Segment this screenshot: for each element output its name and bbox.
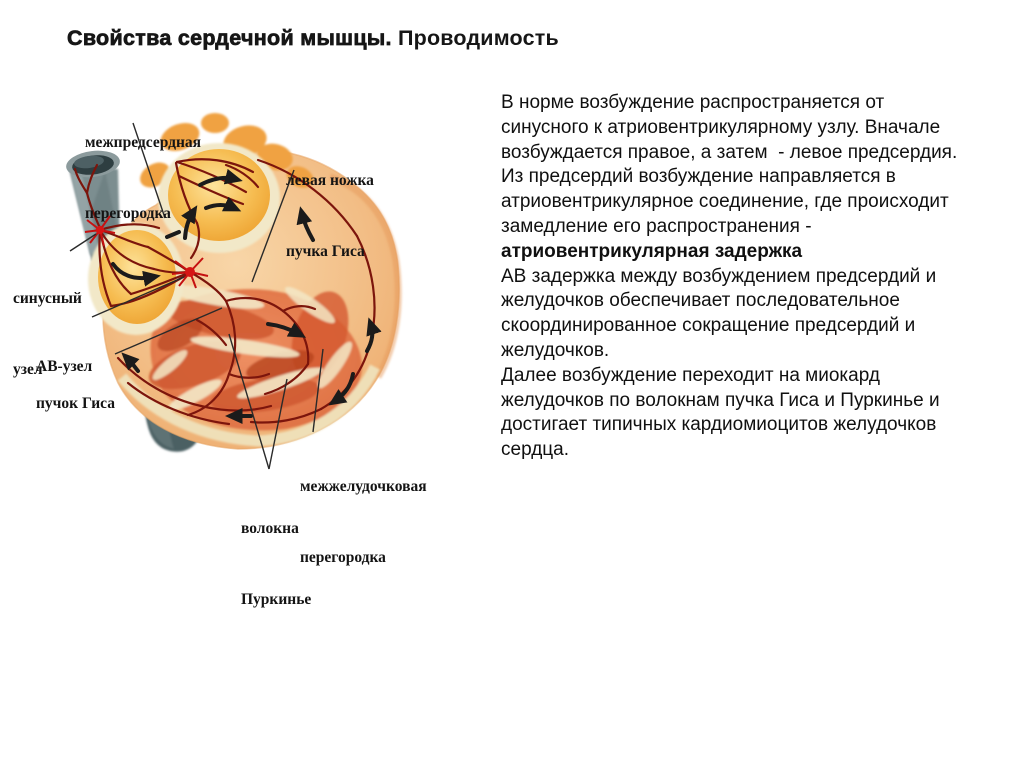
slide-title-part2: Проводимость — [391, 26, 559, 50]
label-line: межпредсердная — [85, 134, 202, 151]
label-line: волокна — [241, 520, 299, 537]
paragraph-line: возбуждается правое, а затем - левое предсердия. — [501, 141, 958, 163]
paragraph-line: АВ задержка между возбуждением предсердий и — [501, 265, 937, 287]
label-his-bundle — [36, 345, 115, 463]
paragraph-line: скоординированное сокращение предсердий и — [501, 315, 916, 337]
paragraph-line: сердца. — [501, 439, 570, 461]
label-line: перегородка — [85, 204, 171, 222]
label-line: синусный — [13, 290, 82, 307]
label-line: перегородка — [300, 548, 386, 566]
label-line: АВ-узел — [36, 358, 93, 375]
paragraph-line: В норме возбуждение распространяется от — [501, 92, 885, 113]
paragraph-line: атриовентрикулярное соединение, где происходит — [501, 191, 949, 213]
paragraph-line: синусного к атриовентрикулярному узлу. Вначале — [501, 116, 941, 138]
label-line: пучок Гиса — [36, 395, 115, 412]
label-line: левая ножка — [286, 172, 374, 189]
paragraph-line: желудочков. — [501, 339, 610, 361]
label-left-bundle-branch — [286, 122, 374, 310]
label-purkinje-fibers — [241, 470, 311, 658]
paragraph-line: Из предсердий возбуждение направляется в — [501, 166, 896, 188]
label-line: пучка Гиса — [286, 242, 365, 260]
paragraph-line-av-delay: атриовентрикулярная задержка — [501, 240, 803, 262]
label-line: межжелудочковая — [300, 478, 427, 495]
label-interventricular-septum — [300, 428, 427, 616]
paragraph-line: замедление его распространения - — [501, 215, 812, 237]
slide-title-part1: Свойства сердечной мышцы. — [67, 26, 392, 50]
paragraph-line: желудочков по волокнам пучка Гиса и Пуркинье и — [501, 389, 940, 411]
label-interatrial-septum — [85, 84, 201, 272]
paragraph-line: Далее возбуждение переходит на миокард — [501, 364, 880, 386]
label-line: узел — [13, 360, 43, 378]
label-line: Пуркинье — [241, 590, 312, 608]
explanation-text — [501, 91, 1021, 463]
paragraph-line: желудочков обеспечивает последовательное — [501, 290, 900, 312]
paragraph-line: достигает типичных кардиомиоцитов желудочков — [501, 414, 937, 436]
